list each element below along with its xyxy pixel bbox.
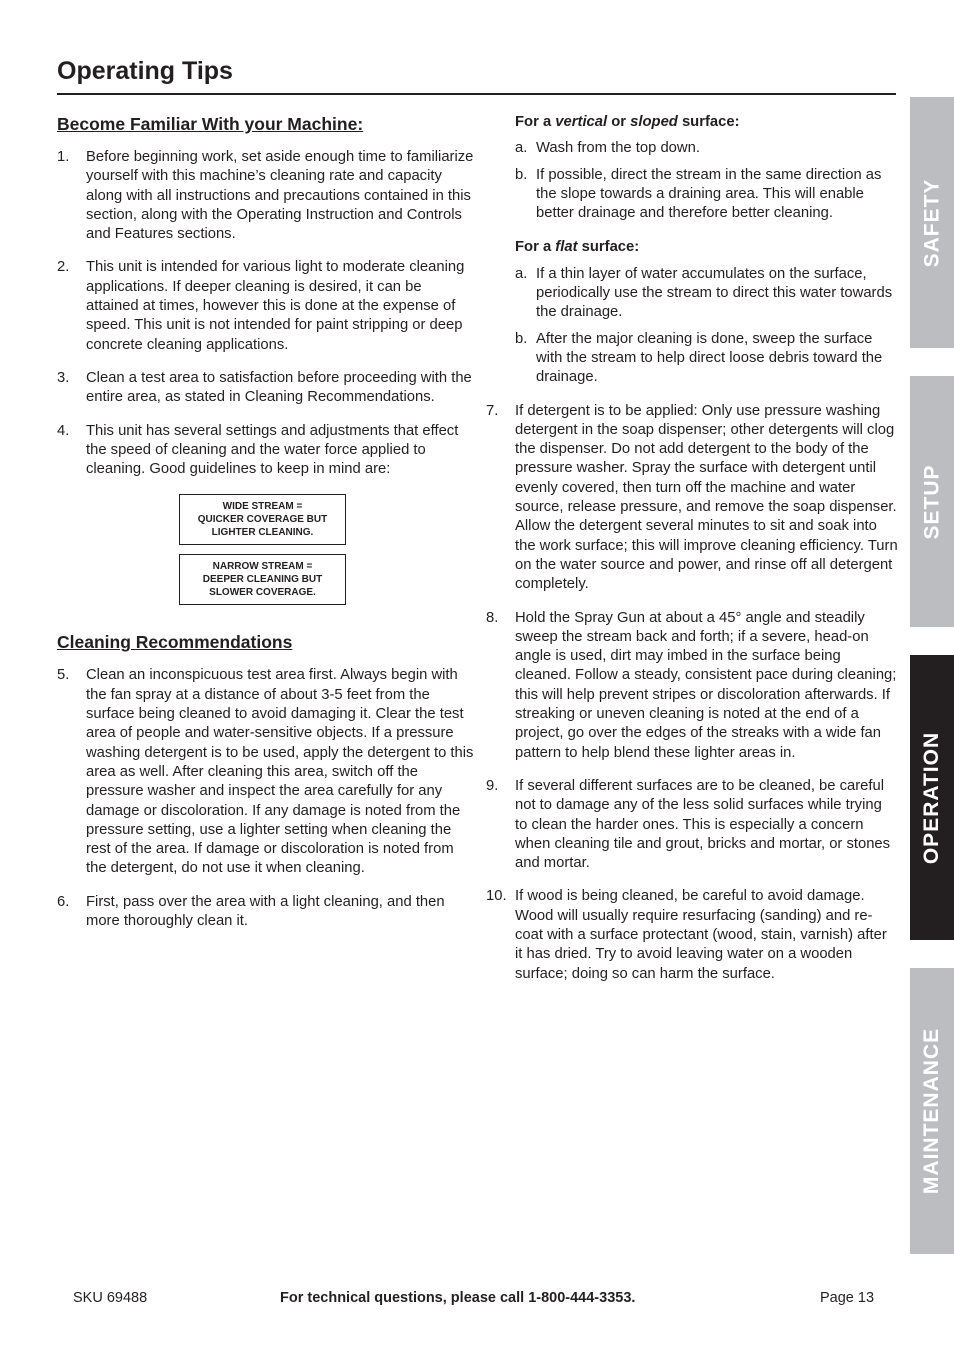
tab-setup[interactable] [910,376,954,627]
page-title: Operating Tips [57,57,233,85]
list-item: 10. If wood is being cleaned, be careful to avoid damage. Wood will usually require resurfacing (sanding) and re-coat with a surface protectant (wood, stain, varnish) after it has dried. Try to avoid leaving water on a wooden surface; doing so can harm the surface. [486,888,887,982]
footer-page-number: Page 13 [820,1290,875,1306]
section-heading-cleaning: Cleaning Recommendations [57,632,293,653]
subhead-vertical-surface: For a vertical or sloped surface: [515,114,740,130]
list-item: 2. This unit is intended for various light to moderate cleaning applications. If deeper cleaning is desired, it can be attained at times, however this is done at the expense of speed. This unit is not intended for paint stripping or deep concrete cleaning applications. [57,259,465,353]
footer-contact: For technical questions, please call 1-800-444-3353. [280,1290,636,1306]
list-item: 1. Before beginning work, set aside enough time to familiarize yourself with this machine’s cleaning rate and capacity along with all instructions and precautions contained in this section, along with the Operating Instruction and Controls and Features sections. [57,149,474,243]
footer-sku: SKU 69488 [73,1290,148,1306]
tab-maintenance-label: MAINTENANCE [920,1027,944,1195]
tab-safety-label: SAFETY [920,178,943,267]
list-item: 7. If detergent is to be applied: Only use pressure washing detergent in the soap dispenser; other detergents will clog the dispenser. Do not add detergent to the body of the pressure washer. Spray the surface with detergent until evenly covered, then turn off the machine and water source, release pressure, and remove the soap dispenser. Allow the detergent several minutes to sit and soak into the work surface; this will improve cleaning efficiency. Turn on the water source and power, and rinse off all detergent completely. [486,402,898,593]
callout-wide-stream: WIDE STREAM = QUICKER COVERAGE BUT LIGHTER CLEANING. [179,494,346,545]
list-item: 3. Clean a test area to satisfaction before proceeding with the entire area, as stated in Cleaning Recommendations. [57,369,472,406]
left-column [57,113,475,945]
callout-narrow-stream: NARROW STREAM = DEEPER CLEANING BUT SLOWER COVERAGE. [179,554,346,605]
tab-setup-label: SETUP [920,463,944,540]
tab-safety[interactable] [910,97,954,348]
title-divider [57,93,896,95]
right-column [486,113,898,998]
sub-list-item: a. If a thin layer of water accumulates on the surface, periodically use the stream to direct this water towards the drainage. [515,265,893,321]
tab-operation[interactable] [910,655,954,940]
list-item: 9. If several different surfaces are to be cleaned, be careful not to damage any of the less solid surfaces while trying to clean the harder ones. This is especially a concern when cleaning tile and grout, bricks and mortar, or stones and mortar. [486,777,891,872]
section-heading-familiar: Become Familiar With your Machine: [57,114,364,134]
list-item: 5. Clean an inconspicuous test area first. Always begin with the fan spray at a distance of about 3-5 feet from the surface being cleaned to avoid damaging it. Clear the test area of people and water-sensitive objects. If a pressure washing detergent is to be used, apply the detergent to this area as well. After cleaning this area, switch off the pressure washer and inspect the area carefully for any damage or discoloration. If any damage is noted from the pressure setting, use a lighter setting when cleaning the rest of the area. If damage or discoloration is noted from the detergent, do not use it when cleaning. [57,667,474,877]
list-item: 6. First, pass over the area with a light cleaning, and then more thoroughly clean it. [57,893,445,930]
subhead-flat-surface: For a flat surface: [515,239,640,256]
list-item: 8. Hold the Spray Gun at about a 45° angle and steadily sweep the stream back and forth; if a severe, head-on angle is used, dirt may imbed in the surface being cleaned. Follow a steady, consistent pace during cleaning; this will help prevent stripes or discoloration afterwards. If streaking or uneven cleaning is noted at the end of a project, go over the edges of the streaks with a wide fan pattern to help blend these lighter areas in. [486,609,897,761]
tab-operation-label: OPERATION [920,731,944,864]
tab-maintenance[interactable] [910,968,954,1254]
sub-list-item: a. Wash from the top down. [515,140,700,157]
list-item: 4. This unit has several settings and adjustments that effect the speed of cleaning and the water force applied to cleaning. Good guidelines to keep in mind are: [57,422,459,478]
sub-list-item: b. After the major cleaning is done, sweep the surface with the stream to help direct loose debris toward the drainage. [515,330,883,386]
sub-list-item: b. If possible, direct the stream in the same direction as the slope towards a draining area. This will enable better drainage and therefore better cleaning. [515,166,882,222]
